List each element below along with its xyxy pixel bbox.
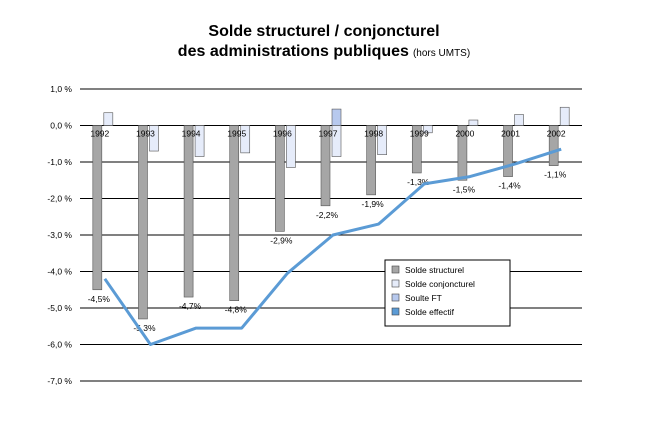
y-tick-label: -4,0 %	[47, 266, 72, 277]
legend-label: Solde structurel	[405, 265, 465, 275]
legend-label: Solde effectif	[405, 307, 454, 317]
x-tick-label: 1995	[227, 128, 247, 139]
legend-swatch	[392, 280, 399, 287]
x-tick-label: 1994	[181, 128, 201, 139]
x-tick-label: 1992	[90, 128, 110, 139]
data-label: -5,3%	[133, 322, 156, 333]
bar-solde-conjoncturel	[469, 120, 478, 125]
data-label: -4,7%	[178, 301, 202, 312]
x-tick-label: 2000	[455, 128, 475, 139]
x-axis-labels	[90, 129, 566, 139]
bar-solde-conjoncturel	[515, 115, 524, 126]
data-label: -1,5%	[452, 184, 476, 195]
bar-solde-conjoncturel	[104, 113, 113, 126]
y-tick-label: 0,0 %	[50, 120, 72, 131]
data-label: -1,9%	[361, 198, 384, 209]
legend-label: Solde conjoncturel	[405, 279, 475, 289]
y-tick-label: -2,0 %	[47, 193, 72, 204]
data-label: -1,3%	[407, 176, 430, 187]
x-tick-label: 1997	[318, 128, 338, 139]
y-tick-label: -5,0 %	[47, 303, 72, 313]
y-axis-labels	[47, 84, 72, 386]
title-note: (hors UMTS)	[412, 48, 471, 59]
bar-solde-conjoncturel	[560, 107, 569, 125]
x-tick-label: 1993	[135, 128, 155, 139]
y-tick-label: -6,0 %	[47, 339, 72, 350]
legend-swatch	[392, 294, 399, 301]
bar-solde-structurel	[93, 126, 102, 290]
y-tick-label: -1,0 %	[47, 157, 72, 167]
legend-swatch	[392, 266, 399, 273]
title-line-1: Solde structurel / conjoncturel	[208, 23, 440, 40]
x-tick-label: 2001	[501, 128, 521, 139]
legend-label: Soulte FT	[405, 293, 442, 303]
y-tick-label: -3,0 %	[47, 230, 72, 240]
bar-solde-structurel	[184, 126, 193, 298]
data-label: -2,2%	[315, 209, 339, 220]
data-label: -4,8%	[224, 304, 247, 315]
title-line-2: des administrations publiques	[177, 43, 409, 60]
x-tick-label: 1999	[409, 128, 429, 139]
x-tick-label: 1998	[364, 128, 384, 139]
data-label: -4,5%	[87, 293, 110, 304]
data-label: -1,4%	[498, 180, 521, 191]
bar-solde-structurel	[138, 126, 147, 319]
bar-soulte-ft	[332, 109, 341, 125]
data-label: -2,9%	[270, 235, 293, 246]
legend-swatch	[392, 308, 399, 315]
y-tick-label: 1,0 %	[50, 84, 72, 94]
data-label: -1,1%	[544, 169, 567, 180]
bar-solde-structurel	[275, 126, 284, 232]
legend	[385, 260, 510, 326]
y-tick-label: -7,0 %	[47, 376, 72, 386]
bar-solde-structurel	[230, 126, 239, 301]
x-tick-label: 1996	[272, 128, 292, 139]
x-tick-label: 2002	[546, 128, 566, 139]
